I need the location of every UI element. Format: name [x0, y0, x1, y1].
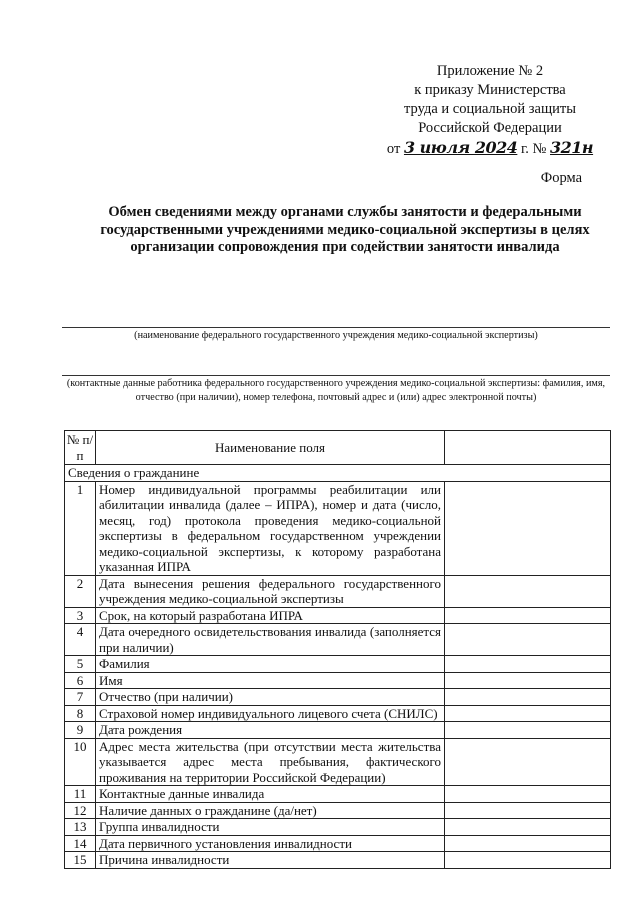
row-field-name: Наличие данных о гражданине (да/нет) — [96, 802, 445, 819]
date-year-suffix: г. № — [520, 141, 547, 157]
table-row — [65, 575, 611, 607]
row-number: 10 — [65, 738, 96, 786]
col-header-value — [445, 431, 611, 465]
appendix-line-2: к приказу Министерства — [414, 82, 566, 98]
table-row — [65, 738, 611, 786]
row-value-cell[interactable] — [445, 705, 611, 722]
row-field-name: Дата вынесения решения федерального государственного учреждения медико-социальной экспертизы — [96, 575, 445, 607]
caption-contacts: (контактные данные работника федерального государственного учреждения медико-социальной экспертизы: фамилия, имя, отчество (при наличии), номер телефона, почтовый адрес и (или) адрес электронной почты) — [66, 378, 606, 403]
table-row — [65, 802, 611, 819]
row-number: 1 — [65, 481, 96, 575]
row-field-name: Адрес места жительства (при отсутствии места жительства указывается адрес места пребывания, фактического проживания на территории Российской Федерации) — [96, 738, 445, 786]
row-number: 4 — [65, 624, 96, 656]
form-label: Форма — [540, 170, 582, 186]
row-value-cell[interactable] — [445, 852, 611, 869]
fill-line-contacts — [62, 375, 610, 376]
row-value-cell[interactable] — [445, 802, 611, 819]
row-value-cell[interactable] — [445, 786, 611, 803]
row-field-name: Отчество (при наличии) — [96, 689, 445, 706]
row-number: 5 — [65, 656, 96, 673]
row-value-cell[interactable] — [445, 624, 611, 656]
row-value-cell[interactable] — [445, 722, 611, 739]
row-field-name: Фамилия — [96, 656, 445, 673]
row-field-name: Дата первичного установления инвалидности — [96, 835, 445, 852]
table-row — [65, 819, 611, 836]
row-number: 9 — [65, 722, 96, 739]
date-prefix: от — [386, 141, 401, 157]
appendix-line-1: Приложение № 2 — [436, 63, 544, 79]
row-value-cell[interactable] — [445, 738, 611, 786]
handwritten-date: 3 июля 2024 — [403, 138, 518, 157]
table-row — [65, 656, 611, 673]
fill-line-institution — [62, 327, 610, 328]
table-row — [65, 705, 611, 722]
table-row — [65, 624, 611, 656]
row-value-cell[interactable] — [445, 689, 611, 706]
table-row — [65, 722, 611, 739]
row-field-name: Имя — [96, 672, 445, 689]
row-number: 7 — [65, 689, 96, 706]
row-value-cell[interactable] — [445, 575, 611, 607]
row-field-name: Номер индивидуальной программы реабилитации или абилитации инвалида (далее – ИПРА), номер и дата (число, месяц, год) протокола проведения медико-социальной экспертизы в федеральном государственном учреждении медико-социальной экспертизы, к которому разработана указанная ИПРА — [96, 481, 445, 575]
row-value-cell[interactable] — [445, 607, 611, 624]
row-field-name: Страховой номер индивидуального лицевого счета (СНИЛС) — [96, 705, 445, 722]
caption-institution: (наименование федерального государственного учреждения медико-социальной экспертизы) — [134, 330, 538, 341]
row-number: 13 — [65, 819, 96, 836]
row-field-name: Контактные данные инвалида — [96, 786, 445, 803]
row-number: 3 — [65, 607, 96, 624]
row-number: 15 — [65, 852, 96, 869]
section-row: Сведения о гражданине — [65, 465, 611, 482]
row-field-name: Срок, на который разработана ИПРА — [96, 607, 445, 624]
col-header-name: Наименование поля — [96, 431, 445, 465]
row-number: 6 — [65, 672, 96, 689]
row-number: 11 — [65, 786, 96, 803]
row-field-name: Группа инвалидности — [96, 819, 445, 836]
row-value-cell[interactable] — [445, 481, 611, 575]
row-field-name: Дата очередного освидетельствования инвалида (заполняется при наличии) — [96, 624, 445, 656]
fields-table — [64, 430, 611, 869]
row-value-cell[interactable] — [445, 672, 611, 689]
table-row — [65, 786, 611, 803]
appendix-line-3: труда и социальной защиты — [404, 101, 576, 117]
appendix-header — [380, 62, 600, 159]
handwritten-order-number: 321н — [550, 138, 594, 157]
row-number: 12 — [65, 802, 96, 819]
row-number: 2 — [65, 575, 96, 607]
row-value-cell[interactable] — [445, 819, 611, 836]
document-title: Обмен сведениями между органами службы занятости и федеральными государственными учреждениями медико-социальной экспертизы в целях организации сопровождения при содействии занятости инвалида — [100, 204, 590, 255]
table-row — [65, 672, 611, 689]
row-field-name: Дата рождения — [96, 722, 445, 739]
table-row — [65, 481, 611, 575]
row-value-cell[interactable] — [445, 835, 611, 852]
row-value-cell[interactable] — [445, 656, 611, 673]
order-date-line — [380, 138, 600, 159]
row-number: 14 — [65, 835, 96, 852]
col-header-num: № п/п — [65, 431, 96, 465]
row-number: 8 — [65, 705, 96, 722]
table-row — [65, 835, 611, 852]
table-row — [65, 689, 611, 706]
table-row — [65, 852, 611, 869]
appendix-line-4: Российской Федерации — [418, 120, 562, 136]
row-field-name: Причина инвалидности — [96, 852, 445, 869]
table-row — [65, 607, 611, 624]
